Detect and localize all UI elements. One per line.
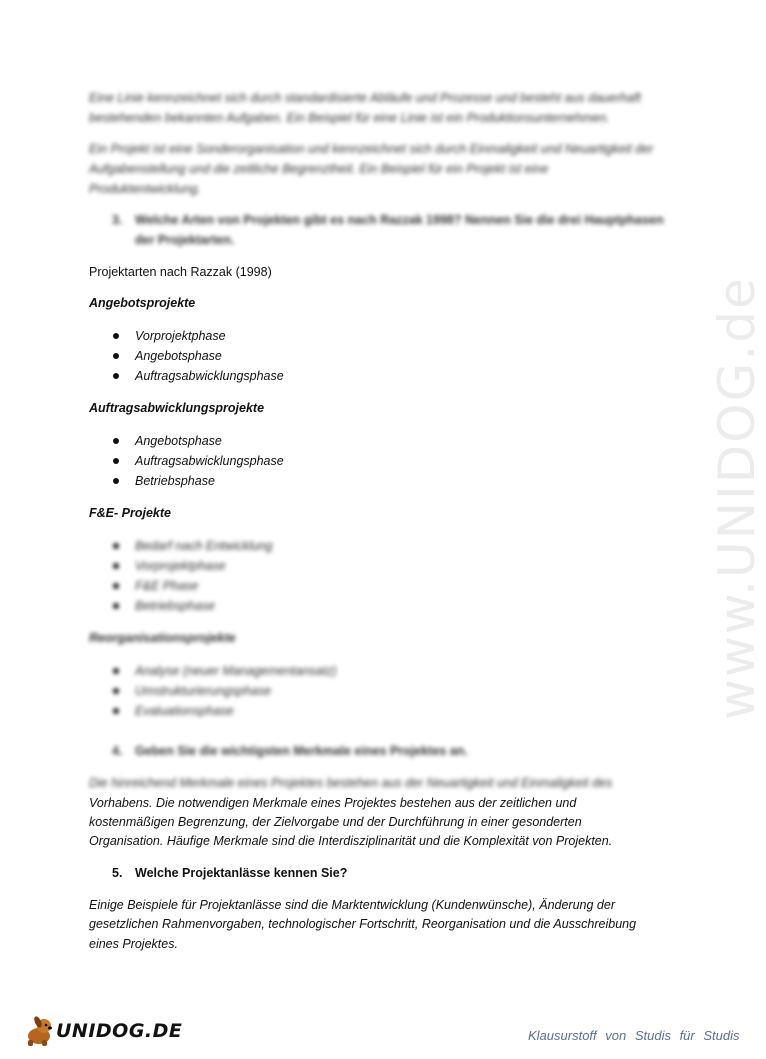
question-number: 3. [112,213,123,227]
list-item: Analyse (neuer Managementansatz) [113,661,337,681]
list-item: Auftragsabwicklungsphase [113,451,284,471]
answer-line: eines Projektes. [89,937,178,951]
answer-line: Die hinreichend Merkmale eines Projektes bestehen aus der Neuartigkeit und Einmaligkeit des [89,776,613,790]
answer-line: gesetzlichen Rahmenvorgaben, technologischer Fortschritt, Reorganisation und die Ausschreibung [89,917,637,931]
bullet-icon [113,373,119,379]
list-item: F&E Phase [113,576,198,596]
list-item: Angebotsphase [113,431,222,451]
list-item: Evaluationsphase [113,701,234,721]
bullet-icon [113,333,119,339]
bullet-icon [113,668,119,674]
bullet-icon [113,688,119,694]
list-item: Angebotsphase [113,346,222,366]
logo-text: UNIDOG.DE [56,1020,183,1042]
group-title: Auftragsabwicklungsprojekte [89,401,265,415]
list-item: Bedarf nach Entwicklung [113,536,273,556]
bullet-icon [113,438,119,444]
question-text: Welche Projektanlässe kennen Sie? [135,866,348,880]
intro-line: bestehenden bekannten Aufgaben. Ein Beispiel für eine Linie ist ein Produktionsunternehmen. [89,111,610,125]
list-item: Vorprojektphase [113,556,226,576]
list-item: Betriebsphase [113,596,215,616]
answer-line: kostenmäßigen Begrenzung, der Zielvorgabe und der Durchführung in einer gesonderten [89,815,582,829]
bullet-icon [113,478,119,484]
list-item: Betriebsphase [113,471,215,491]
answer-line: Vorhabens. Die notwendigen Merkmale eines Projektes bestehen aus der zeitlichen und [89,796,577,810]
bullet-icon [113,603,119,609]
answer-line: Einige Beispiele für Projektanlässe sind die Marktentwicklung (Kundenwünsche), Änderung der [89,898,615,912]
section-heading: Projektarten nach Razzak (1998) [89,265,272,279]
bullet-icon [113,353,119,359]
bullet-icon [113,708,119,714]
group-title: F&E- Projekte [89,506,171,520]
intro-line: Eine Linie kennzeichnet sich durch standardisierte Abläufe und Prozesse und besteht aus dauerhaft [89,91,641,105]
question-text: der Projektarten. [135,233,235,247]
question-number: 5. [112,866,123,880]
bullet-icon [113,543,119,549]
footer-tagline: Klausurstoff von Studis für Studis [528,1028,740,1043]
list-item: Auftragsabwicklungsphase [113,366,284,386]
question-text: Geben Sie die wichtigsten Merkmale eines Projektes an. [135,744,468,758]
group-title: Angebotsprojekte [89,296,196,310]
answer-line: Organisation. Häufige Merkmale sind die Interdisziplinarität und die Komplexität von Projekten. [89,834,613,848]
group-title: Reorganisationsprojekte [89,631,236,645]
intro-line: Produktentwicklung. [89,182,201,196]
question-number: 4. [112,744,123,758]
list-item: Umstrukturierungsphase [113,681,271,701]
question-text: Welche Arten von Projekten gibt es nach Razzak 1998? Nennen Sie die drei Hauptphasen [135,213,664,227]
watermark: www.UNIDOG.de [708,276,766,720]
footer-logo[interactable] [22,1012,183,1048]
intro-line: Ein Projekt ist eine Sonderorganisation und kennzeichnet sich durch Einmaligkeit und Neuartigkeit der [89,142,654,156]
bullet-icon [113,563,119,569]
dog-icon [22,1014,56,1048]
bullet-icon [113,583,119,589]
intro-line: Aufgabenstellung und die zeitliche Begrenztheit. Ein Beispiel für ein Projekt ist eine [89,162,549,176]
list-item: Vorprojektphase [113,326,226,346]
bullet-icon [113,458,119,464]
